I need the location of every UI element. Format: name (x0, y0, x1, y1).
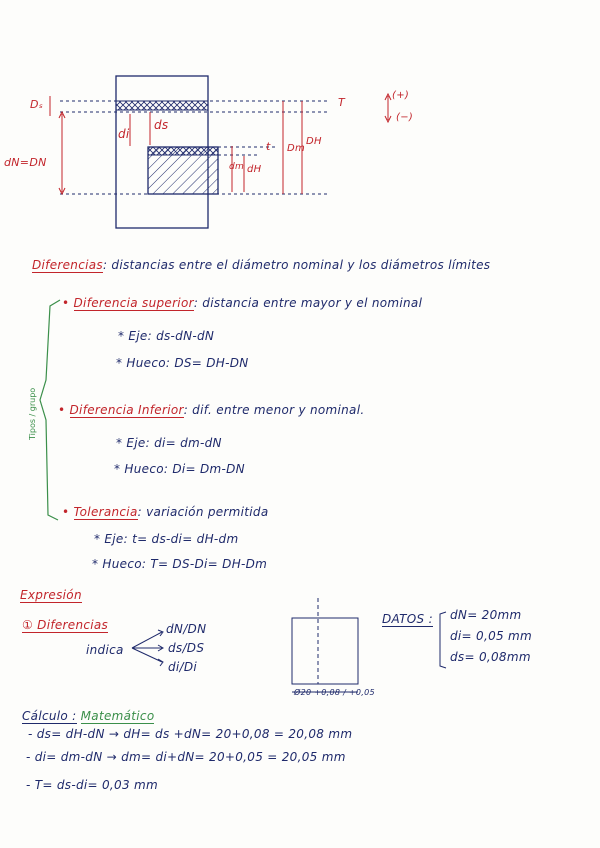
label-t: t (266, 140, 271, 153)
datos-label: DATOS : (382, 612, 433, 626)
datos-ds: ds= 0,08mm (450, 650, 531, 664)
option-di: di/Di (168, 660, 198, 674)
expression-subtitle: ① Diferencias (22, 618, 109, 632)
label-ds: ds (154, 118, 169, 132)
label-dN-DN: dN=DN (4, 156, 47, 169)
label-DH: DH (306, 136, 322, 147)
item-tolerancia: • Tolerancia: variación permitida (62, 505, 269, 519)
item-inferior-text: : dif. entre menor y nominal. (183, 403, 365, 417)
option-ds: ds/DS (168, 641, 205, 655)
calc-subtitle: Matemático (80, 709, 155, 723)
datos-di: di= 0,05 mm (450, 629, 533, 643)
item-superior-hueco: * Hueco: DS= DH-DN (116, 356, 249, 370)
item-inferior: • Diferencia Inferior: dif. entre menor y nominal. (58, 403, 365, 417)
label-dH: dH (247, 164, 262, 175)
option-dn: dN/DN (166, 622, 207, 636)
label-minus: (−) (396, 112, 414, 123)
item-inferior-hueco: * Hueco: Di= Dm-DN (114, 462, 245, 476)
calc-line-3: - T= ds-di= 0,03 mm (26, 778, 158, 792)
item-tolerancia-text: : variación permitida (137, 505, 269, 519)
calc-title: Cálculo : Matemático (22, 709, 155, 723)
item-superior: • Diferencia superior: distancia entre mayor y el nominal (62, 296, 423, 310)
item-tolerancia-term: Tolerancia (73, 505, 138, 519)
indica-label: indica (86, 643, 124, 657)
label-plus: (+) (392, 90, 410, 101)
item-superior-term: Diferencia superior (73, 296, 194, 310)
expression-title: Expresión (20, 588, 82, 602)
item-superior-eje: * Eje: ds-dN-dN (118, 329, 215, 343)
item-inferior-eje: * Eje: di= dm-dN (116, 436, 222, 450)
datos-dn: dN= 20mm (450, 608, 522, 622)
item-inferior-term: Diferencia Inferior (69, 403, 184, 417)
item-tolerancia-eje: * Eje: t= ds-di= dH-dm (94, 532, 239, 546)
label-T: T (338, 96, 346, 109)
label-dm: dm (229, 162, 245, 172)
label-Dm: Dm (287, 143, 306, 154)
label-Ds: Dₛ (30, 98, 44, 111)
item-superior-text: : distancia entre mayor y el nominal (193, 296, 423, 310)
label-di: di (118, 127, 130, 141)
definition-text: : distancias entre el diámetro nominal y los diámetros límites (102, 258, 491, 272)
item-tolerancia-hueco: * Hueco: T= DS-Di= DH-Dm (92, 557, 268, 571)
side-label: Tipos / grupo (28, 387, 37, 440)
sketch-label: Ø20 +0,08 / +0,05 (294, 688, 375, 697)
calc-line-2: - di= dm-dN → dm= di+dN= 20+0,05 = 20,05 mm (26, 750, 346, 764)
definition-term: Diferencias (32, 258, 103, 272)
calc-line-1: - ds= dH-dN → dH= ds +dN= 20+0,08 = 20,08 mm (28, 727, 353, 741)
